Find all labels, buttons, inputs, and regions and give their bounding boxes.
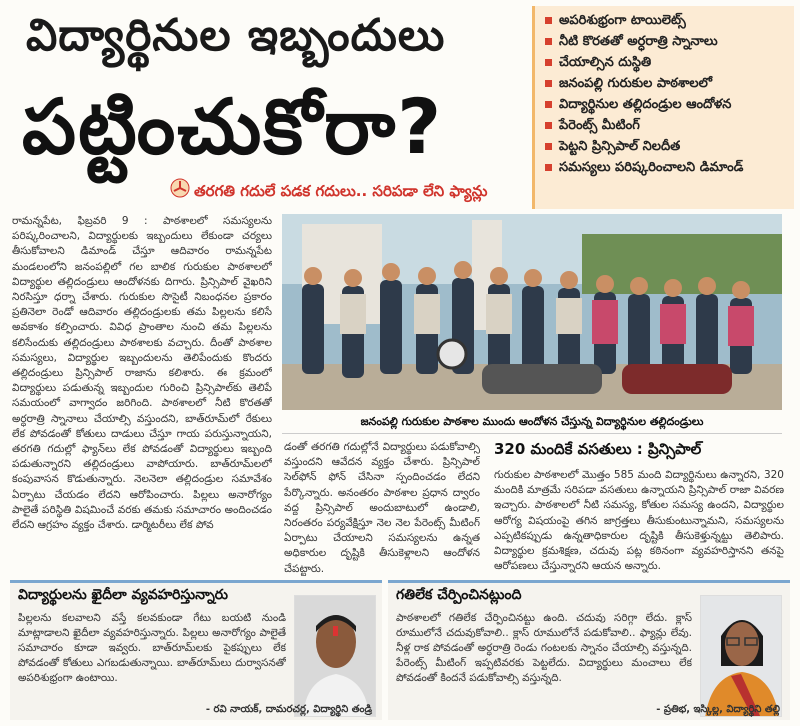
highlight-item: పెట్టని ప్రిన్సిపాల్ నిలదీత xyxy=(543,136,786,157)
headline-line-1: విద్యార్థినుల ఇబ్బందులు xyxy=(26,10,446,61)
mother-portrait xyxy=(700,595,782,717)
quote-credit-father: - రవి నాయక్, దామరచర్ల, విద్యార్థిని తండ్రి xyxy=(205,704,372,715)
article-body-right: గురుకుల పాఠశాలలో మొత్తం 585 మంది విద్యార్థినులు ఉన్నారని, 320 మందికి మాత్రమే సరిపడా వసతులు ఉన్నాయని ప్రిన్సిపాల్ రాజా వివరణ ఇచ్చారు. పాఠశాలలో నీటి సమస్య, కోతుల సమస్య ఉందని, విద్యార్థుల ఆరోగ్య విషయంపై తగిన జాగ్రత్తలు తీసుకుంటున్నామని, సమస్యలను ఎప్పటికప్పుడు ఉన్నతాధికారుల దృష్టికి తీసుకెళ్తున్నట్టు తెలిపారు. విద్యార్థుల క్రమశిక్షణ, చదువు పట్ల కఠినంగా వ్యవహరిస్తానని తనపై ఆరోపణలు చేస్తున్నారని ఆయన అన్నారు. xyxy=(494,469,784,573)
highlight-item: చేయాల్సిన దుస్థితి xyxy=(543,52,786,73)
quote-credit-mother: - ప్రతిభ, ఇస్కిల్ల, విద్యార్థిని తల్లి xyxy=(656,704,780,715)
highlight-item: పేరెంట్స్ మీటింగ్ xyxy=(543,115,786,136)
father-portrait xyxy=(294,595,376,717)
headline-kicker: తరగతి గదులే పడక గదులు.. సరిపడా లేని ఫ్యాన్లు xyxy=(194,182,488,200)
quote-body-mother: పాఠశాలలో గతిలేక చేర్పించినట్టు ఉంది. చదువు సరిగ్గా లేదు. క్లాస్ రూములోనే చదువుకోవాలి.. క్లాస్ రూములోనే పడుకోవాలి.. ఫ్యాన్లు లేవు. నీళ్ల రాక పోవడంతో అర్ధరాత్రి రెండు గంటలకు స్నానం చేయాల్సి వస్తున్నది. పేరెంట్స్ మీటింగ్ ఇప్పటివరకు పెట్టలేదు. విద్యార్థులు మంచాలు లేక పోవడంతో కిందనే పడుకోవాల్సి వస్తున్నది. xyxy=(396,612,692,684)
protest-photo xyxy=(282,214,782,410)
quote-box-mother xyxy=(388,580,790,720)
highlight-item: అపరిశుభ్రంగా టాయిలెట్స్ xyxy=(543,10,786,31)
quote-body-father: పిల్లలను కలవాలని వస్తే కలవకుండా గేటు బయటి నుండి మాట్లాడాలని ఖైదీలా వ్యవహరిస్తున్నారు. పిల్లలు అనారోగ్యం పాలైతే సమాచారం కూడా ఇవ్వరు. బాత్‌రూమ్‌లకు పైకప్పులు లేక పోవడంతో కోతులు ఎగబడుతున్నాయి. బాత్‌రూమ్‌లు దుర్వాసనతో అపరిశుభ్రంగా ఉంటాయి. xyxy=(18,612,286,684)
highlight-item: సమస్యలు పరిష్కరించాలని డిమాండ్ xyxy=(543,157,786,178)
highlights-box xyxy=(532,6,794,209)
article-body-middle: డంతో తరగతి గదుల్లోనే విద్యార్థులు పడుకోవాల్సి వస్తుందని ఆవేదన వ్యక్తం చేశారు. ప్రిన్సిపాల్ సెల్‌ఫోన్ ఫోన్ చేసినా స్పందించడం లేదని పేర్కొన్నారు. అనంతరం పాఠశాల ప్రధాన ద్వారం వద్ద ప్రిన్సిపాల్ అందుబాటులో ఉండాలి, నిరంతరం పర్యవేక్షిస్తూ నెల నెల పేరెంట్స్ మీటింగ్ ఏర్పాటు చేయాలని సమస్యలను ఉన్నత అధికారుల దృష్టికి తీసుకెళ్లాలని ఆందోళన చేపట్టారు. xyxy=(284,441,480,575)
highlight-item: జనంపల్లి గురుకుల పాఠశాలలో xyxy=(543,73,786,94)
fan-icon xyxy=(170,178,190,198)
headline-block xyxy=(8,2,528,212)
article-body-left: రామన్నపేట, ఫిబ్రవరి 9 : పాఠశాలలో సమస్యలను పరిష్కరించాలని, విద్యార్థులకు ఇబ్బందులు లేకుండా చర్యలు తీసుకోవాలని డిమాండ్ చేస్తూ ఆదివారం రామన్నపేట మండలంలోని జనంపల్లిలో గల బాలిక గురుకుల పాఠశాలలో విద్యార్థుల తల్లిదండ్రులు ఆందోళనకు దిగారు. ప్రిన్సిపాల్ వైఖరిని నిరసిస్తూ ధర్నా చేశారు. గురుకుల సొసైటీ నిబంధనల ప్రకారం ప్రతినెలా రెండో ఆదివారం తల్లిదండ్రులకు తమ పిల్లలను కలిసే అవకాశం కల్పించారు. వివిధ ప్రాంతాల నుంచి తమ పిల్లలను కలిసేందుకు తల్లిదండ్రులు పాఠశాలకు వచ్చారు. దీంతో పాఠశాల సమస్యలు, విద్యార్థుల ఇబ్బందులను తెలిపేందుకు కొందరు తల్లిదండ్రులు ప్రిన్సిపాల్ రాజాను కలిశారు. ఈ క్రమంలో విద్యార్థులు పడుతున్న ఇబ్బందుల గురించి ప్రిన్సిపాల్‌కు తెలిపే సమయంలో వాగ్వాదం జరిగింది. పాఠశాలలో నీటి కొరతతో అర్ధరాత్రి స్నానాలు చేయాల్సి వస్తుందని, బాత్‌రూమ్‌లో రేకులు లేక పోవడంతో కోతులు దాడులు చేస్తూ గాయ పరుస్తున్నాయని, తరగతి గదుల్లో ఫ్యాన్‌లు లేక పోవడంతో విద్యార్థులు ఇబ్బంది పడుతున్నారని తల్లిదండ్రులు వాపోయారు. బాత్‌రూమ్‌లలో కంపువాసన కొడుతున్నారు. నెలనెలా తల్లిదండ్రుల సమావేశం ఏర్పాటు చేయడం లేదని ఆరోపించారు. పిల్లలు అనారోగ్యం పాలైతే పరిస్థితి విషమించే వరకు తమకు సమాచారం అందించడం లేదని ఆగ్రహం వ్యక్తం చేశారు. డార్మిటరీలు లేక పోవ xyxy=(12,215,272,532)
quote-title-father: విద్యార్థులను ఖైదీలా వ్యవహరిస్తున్నారు xyxy=(18,587,228,603)
protest-photo-illustration xyxy=(282,214,782,410)
photo-caption: జనంపల్లి గురుకుల పాఠశాల ముందు ఆందోళన చేస్తున్న విద్యార్థినుల తల్లిదండ్రులు xyxy=(282,412,782,434)
highlight-item: విద్యార్థినుల తల్లిదండ్రుల ఆందోళన xyxy=(543,94,786,115)
quote-title-mother: గతిలేక చేర్పించినట్లుంది xyxy=(396,587,522,603)
highlight-item: నీటి కొరతతో అర్ధరాత్రి స్నానాలు xyxy=(543,31,786,52)
father-portrait-illustration xyxy=(295,596,376,717)
quote-box-father xyxy=(10,580,382,720)
principal-subheading: 320 మందికే వసతులు : ప్రిన్సిపాల్ xyxy=(494,440,702,458)
headline-line-2: పట్టించుకోరా? xyxy=(22,82,444,171)
mother-portrait-illustration xyxy=(701,596,782,717)
